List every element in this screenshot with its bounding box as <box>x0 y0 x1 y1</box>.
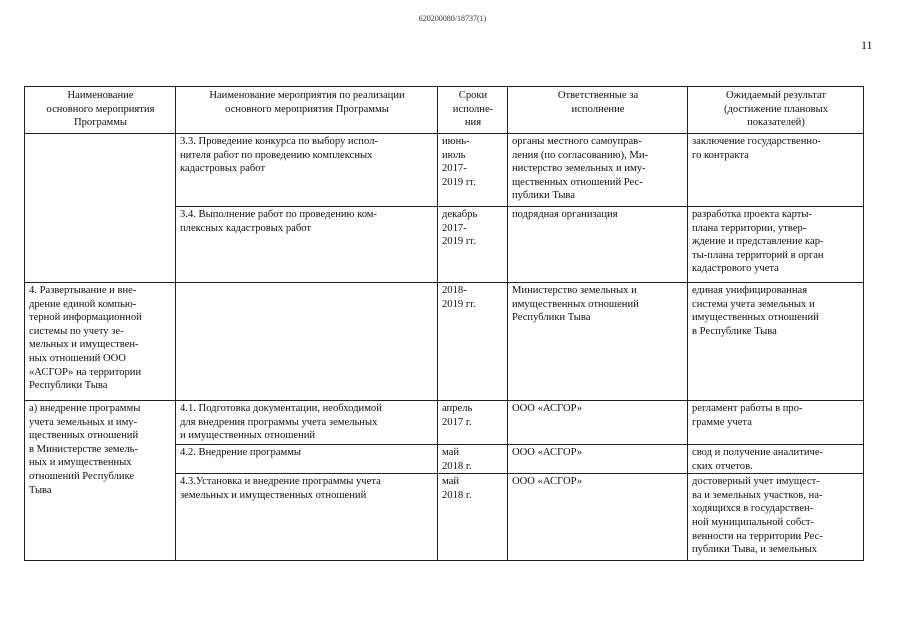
result-cell: свод и получение аналитиче- ских отчетов. <box>688 445 864 474</box>
header-measure: Наименование мероприятия по реализации основного мероприятия Программы <box>176 87 438 134</box>
result-cell: разработка проекта карты- плана территории, утвер- ждение и представление кар- ты-плана территорий в орган кадастрового учета <box>688 207 864 283</box>
measure-cell: 4.1. Подготовка документации, необходимой для внедрения программы учета земельных и имущественных отношений <box>176 401 438 445</box>
term-cell: май 2018 г. <box>438 474 508 561</box>
header-main-activity: Наименование основного мероприятия Программы <box>25 87 176 134</box>
measure-cell: 3.4. Выполнение работ по проведению ком- плексных кадастровых работ <box>176 207 438 283</box>
document-code: 620200080/18737(1) <box>418 14 487 23</box>
responsible-cell: подрядная организация <box>508 207 688 283</box>
term-cell: июнь- июль 2017- 2019 гг. <box>438 134 508 207</box>
header-responsible: Ответственные за исполнение <box>508 87 688 134</box>
responsible-cell: Министерство земельных и имущественных отношений Республики Тыва <box>508 283 688 401</box>
result-cell: достоверный учет имущест- ва и земельных участков, на- ходящихся в государствен- ной муниципальной собст- венности на территории Рес- публики Тыва, и земельных <box>688 474 864 561</box>
program-table <box>24 86 864 561</box>
result-cell: единая унифицированная система учета земельных и имущественных отношений в Республике Тыва <box>688 283 864 401</box>
responsible-cell: ООО «АСГОР» <box>508 401 688 445</box>
page-number: 11 <box>861 38 873 52</box>
table-row <box>25 401 864 445</box>
header-term: Сроки исполне- ния <box>438 87 508 134</box>
responsible-cell: ООО «АСГОР» <box>508 445 688 474</box>
measure-cell: 3.3. Проведение конкурса по выбору испол- нителя работ по проведению комплексных кадастровых работ <box>176 134 438 207</box>
header-result: Ожидаемый результат (достижение плановых показателей) <box>688 87 864 134</box>
table-row <box>25 283 864 401</box>
responsible-cell: органы местного самоуправ- ления (по согласованию), Ми- нистерство земельных и иму- щественных отношений Рес- публики Тыва <box>508 134 688 207</box>
result-cell: заключение государственно- го контракта <box>688 134 864 207</box>
measure-cell <box>176 283 438 401</box>
term-cell: 2018- 2019 гг. <box>438 283 508 401</box>
responsible-cell: ООО «АСГОР» <box>508 474 688 561</box>
measure-cell: 4.3.Установка и внедрение программы учета земельных и имущественных отношений <box>176 474 438 561</box>
term-cell: декабрь 2017- 2019 гг. <box>438 207 508 283</box>
measure-cell: 4.2. Внедрение программы <box>176 445 438 474</box>
term-cell: апрель 2017 г. <box>438 401 508 445</box>
term-cell: май 2018 г. <box>438 445 508 474</box>
table-header-row <box>25 87 864 134</box>
main-activity-cell: а) внедрение программы учета земельных и иму- щественных отношений в Министерстве земель- ных и имущественных отношений Республике Тыва <box>25 401 176 561</box>
main-activity-cell: 4. Развертывание и вне- дрение единой компью- терной информационной системы по учету зе- мельных и имуществен- ных отношений ООО «АСГОР» на территории Республики Тыва <box>25 283 176 401</box>
table-row <box>25 134 864 207</box>
main-activity-cell-empty <box>25 134 176 283</box>
result-cell: регламент работы в про- грамме учета <box>688 401 864 445</box>
